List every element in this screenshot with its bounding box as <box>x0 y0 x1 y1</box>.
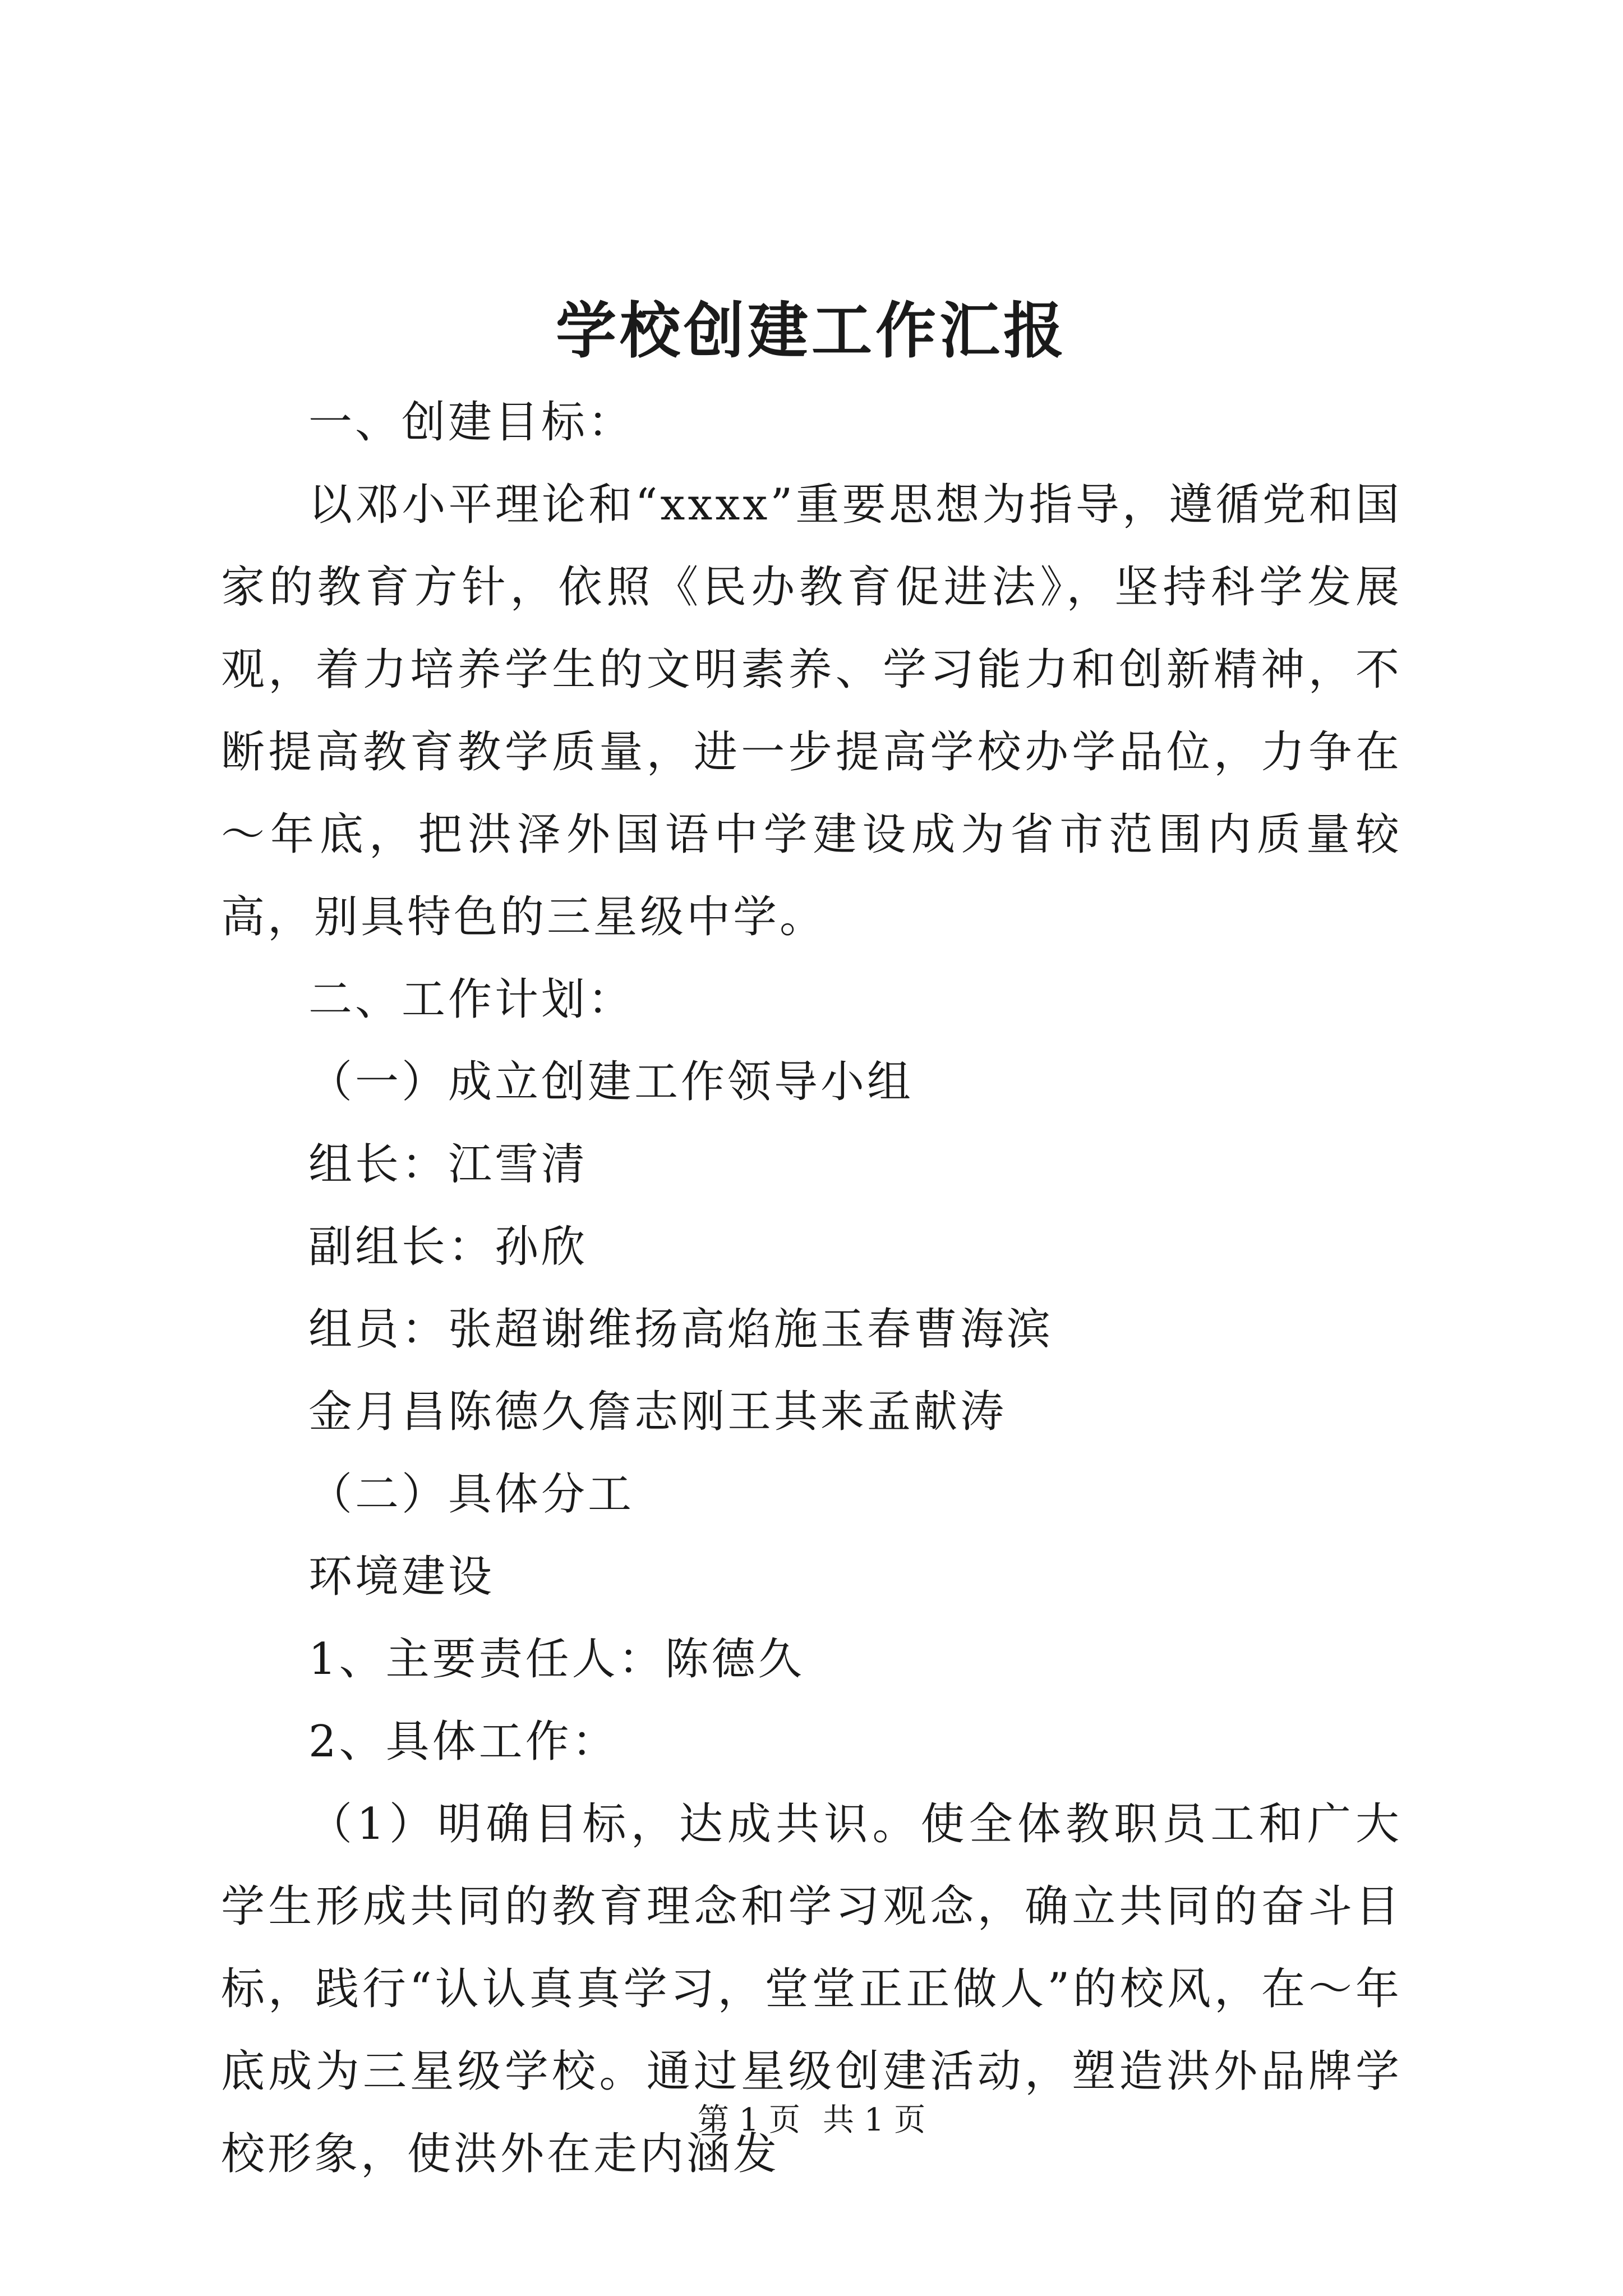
page-number: 第 1 页 <box>697 2102 800 2138</box>
document-title: 学校创建工作汇报 <box>555 296 1067 366</box>
section-heading-plan: 二、工作计划： <box>308 974 635 1025</box>
section-heading-goal: 一、创建目标： <box>308 397 635 448</box>
document-body <box>221 381 1402 2196</box>
responsible-person-line: 1、主要责任人：陈德久 <box>308 1634 805 1685</box>
subsection-heading-division: （二）具体分工 <box>308 1469 635 1520</box>
members-line: 组员：张超谢维扬高焰施玉春曹海滨 <box>308 1304 1054 1355</box>
leader-line: 组长：江雪清 <box>308 1139 588 1190</box>
page-total: 共 1 页 <box>823 2102 926 2138</box>
page-footer <box>0 2098 1623 2143</box>
subsection-heading-leadership: （一）成立创建工作领导小组 <box>308 1057 914 1107</box>
deputy-leader-line: 副组长：孙欣 <box>308 1222 588 1272</box>
work-item-paragraph: （1）明确目标，达成共识。使全体教职员工和广大学生形成共同的教育理念和学习观念，确立共同的奋斗目标，践行“认认真真学习，堂堂正正做人”的校风，在～年底成为三星级学校。通过星级创建活动，塑造洪外品牌学校形象，使洪外在走内涵发 <box>221 1799 1402 2179</box>
goal-paragraph: 以邓小平理论和“xxxx”重要思想为指导，遵循党和国家的教育方针，依照《民办教育促进法》，坚持科学发展观，着力培养学生的文明素养、学习能力和创新精神，不断提高教育教学质量，进一步提高学校办学品位，力争在～年底，把洪泽外国语中学建设成为省市范围内质量较高，别具特色的三星级中学。 <box>221 480 1402 942</box>
members-line-continued: 金月昌陈德久詹志刚王其来孟献涛 <box>308 1387 1007 1437</box>
item-heading-environment: 环境建设 <box>308 1552 495 1602</box>
specific-work-heading: 2、具体工作： <box>308 1717 619 1767</box>
